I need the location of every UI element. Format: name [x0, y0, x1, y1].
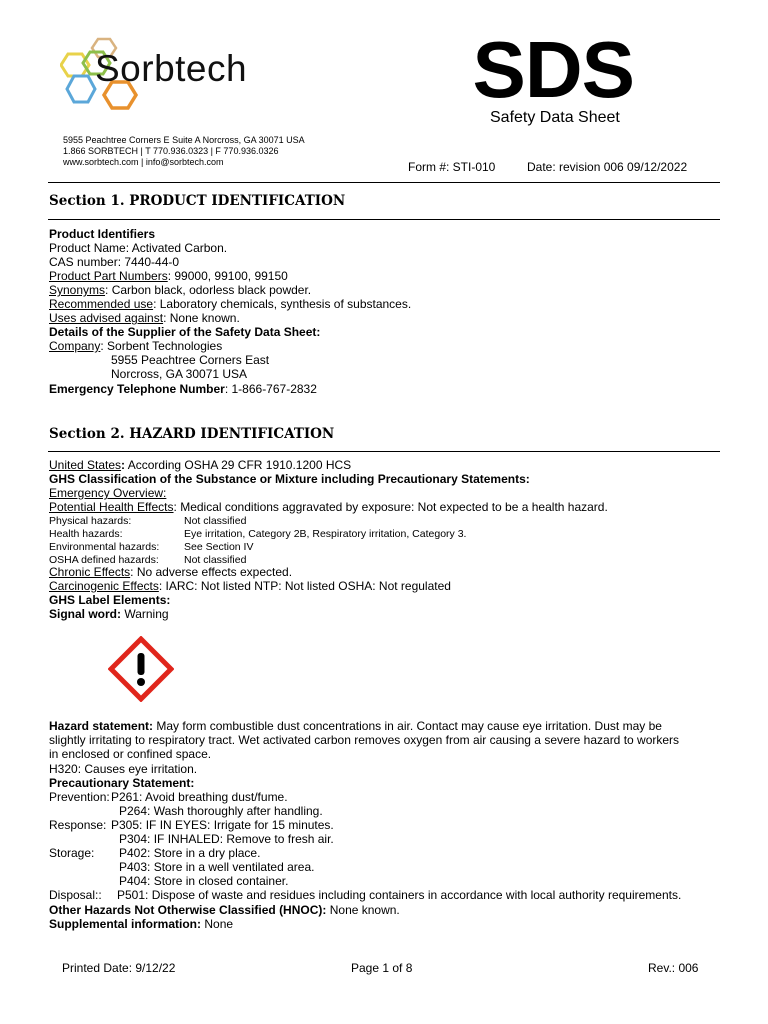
united-states: United States: According OSHA 29 CFR 1910.1200 HCS [49, 458, 352, 472]
ghs-classification: GHS Classification of the Substance or Mixture including Precautionary Statements: [49, 472, 530, 486]
page-number: Page 1 of 8 [351, 961, 413, 975]
supplier-heading: Details of the Supplier of the Safety Data Sheet: [49, 325, 321, 339]
precaution-text: P403: Store in a well ventilated area. [119, 860, 315, 874]
form-number: Form #: STI-010 [408, 160, 496, 174]
address-line-2: 1.866 SORBTECH | T 770.936.0323 | F 770.936.0326 [63, 146, 279, 156]
company-address-2: Norcross, GA 30071 USA [111, 367, 248, 381]
section1-title: Section 1. PRODUCT IDENTIFICATION [49, 193, 346, 209]
supplemental-information: Supplemental information: None [49, 917, 234, 931]
precaution-label: Prevention: [49, 790, 110, 804]
sds-subtitle: Safety Data Sheet [490, 109, 620, 126]
precaution-text: P264: Wash thoroughly after handling. [119, 804, 323, 818]
hazard-row: Health hazards: [49, 528, 123, 540]
precaution-label: Response: [49, 818, 107, 832]
precaution-text: P261: Avoid breathing dust/fume. [111, 790, 288, 804]
product-identifiers-heading: Product Identifiers [49, 227, 156, 241]
recommended-use: Recommended use: Laboratory chemicals, synthesis of substances. [49, 297, 412, 311]
date-revision: Date: revision 006 09/12/2022 [527, 160, 688, 174]
precaution-text: P501: Dispose of waste and residues including containers in accordance with local authority requirements. [117, 888, 682, 902]
precaution-text: P402: Store in a dry place. [119, 846, 261, 860]
section2-rule [48, 451, 720, 452]
precaution-text: P404: Store in closed container. [119, 874, 289, 888]
address-line-1: 5955 Peachtree Corners E Suite A Norcross, GA 30071 USA [63, 135, 305, 145]
sds-title: SDS [472, 25, 634, 114]
product-name: Product Name: Activated Carbon. [49, 241, 228, 255]
hazard-row: Physical hazards: [49, 515, 132, 527]
hazard-row: OSHA defined hazards: [49, 554, 159, 566]
hazard-row-value: See Section IV [184, 541, 254, 553]
hnoc: Other Hazards Not Otherwise Classified (HNOC): None known. [49, 903, 400, 917]
precaution-text: P305: IF IN EYES: Irrigate for 15 minutes. [111, 818, 334, 832]
hazard-statement-line-3: in enclosed or confined space. [49, 747, 212, 761]
hazard-row-value: Eye irritation, Category 2B, Respiratory irritation, Category 3. [184, 528, 467, 540]
revision-number: Rev.: 006 [648, 961, 699, 975]
company-address-1: 5955 Peachtree Corners East [111, 353, 270, 367]
chronic-effects: Chronic Effects: No adverse effects expected. [49, 565, 293, 579]
synonyms: Synonyms: Carbon black, odorless black powder. [49, 283, 312, 297]
printed-date: Printed Date: 9/12/22 [62, 961, 176, 975]
hazard-row-value: Not classified [184, 515, 247, 527]
company-logo [60, 34, 300, 114]
hazard-statement-line-2: slightly irritating to respiratory tract. Wet activated carbon removes oxygen from air causing a severe hazard to workers [49, 733, 680, 747]
precaution-label: Disposal:: [49, 888, 102, 902]
precaution-text: P304: IF INHALED: Remove to fresh air. [119, 832, 334, 846]
carcinogenic-effects: Carcinogenic Effects: IARC: Not listed NTP: Not listed OSHA: Not regulated [49, 579, 451, 593]
part-numbers: Product Part Numbers: 99000, 99100, 99150 [49, 269, 288, 283]
company: Company: Sorbent Technologies [49, 339, 223, 353]
uses-advised-against: Uses advised against: None known. [49, 311, 240, 325]
health-effects: Potential Health Effects: Medical conditions aggravated by exposure: Not expected to be a health hazard. [49, 500, 608, 514]
exclamation-mark-pictogram-icon [108, 636, 174, 707]
precautionary-heading: Precautionary Statement: [49, 776, 195, 790]
hazard-statement-line-1: Hazard statement: May form combustible dust concentrations in air. Contact may cause eye irritation. Dust may be [49, 719, 662, 733]
signal-word: Signal word: Warning [49, 607, 169, 621]
emergency-phone: Emergency Telephone Number: 1-866-767-2832 [49, 382, 317, 396]
header-rule [48, 182, 720, 183]
h320-statement: H320: Causes eye irritation. [49, 762, 198, 776]
hazard-row-value: Not classified [184, 554, 247, 566]
hazard-row: Environmental hazards: [49, 541, 160, 553]
logo-wordmark: Sorbtech [95, 48, 248, 89]
ghs-label-elements: GHS Label Elements: [49, 593, 171, 607]
emergency-overview: Emergency Overview: [49, 486, 167, 500]
section1-rule [48, 219, 720, 220]
precaution-label: Storage: [49, 846, 95, 860]
cas-number: CAS number: 7440-44-0 [49, 255, 180, 269]
address-line-3: www.sorbtech.com | info@sorbtech.com [63, 157, 224, 167]
section2-title: Section 2. HAZARD IDENTIFICATION [49, 426, 335, 442]
